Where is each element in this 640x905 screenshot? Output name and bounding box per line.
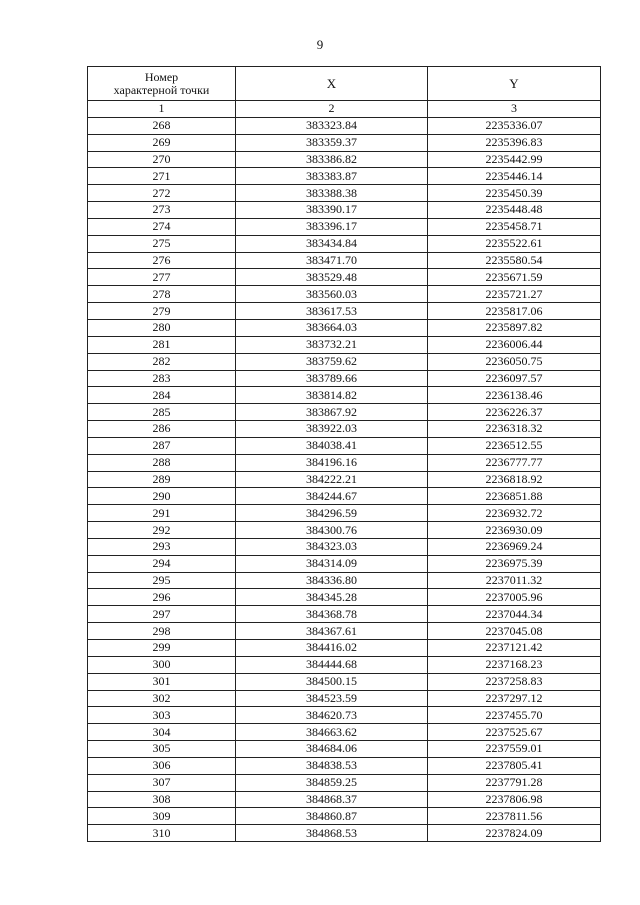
point-number-cell: 280 (88, 319, 236, 336)
page-number: 9 (316, 37, 324, 52)
y-coordinate-cell: 2235446.14 (428, 168, 601, 185)
x-coordinate-cell: 384222.21 (236, 471, 428, 488)
x-coordinate-cell: 383732.21 (236, 336, 428, 353)
table-row (88, 168, 601, 185)
y-coordinate-cell: 2235580.54 (428, 252, 601, 269)
table-row (88, 134, 601, 151)
table-row (88, 774, 601, 791)
x-coordinate-cell: 383617.53 (236, 303, 428, 320)
point-number-header-line1: Номер (144, 69, 179, 84)
y-coordinate-cell: 2237525.67 (428, 724, 601, 741)
point-number-cell: 301 (88, 673, 236, 690)
point-number-cell: 300 (88, 656, 236, 673)
table-row (88, 185, 601, 202)
point-number-cell: 279 (88, 303, 236, 320)
table-row (88, 791, 601, 808)
y-coordinate-cell: 2237045.08 (428, 623, 601, 640)
table-row (88, 370, 601, 387)
x-coordinate-cell: 383359.37 (236, 134, 428, 151)
x-coordinate-cell: 384367.61 (236, 623, 428, 640)
y-coordinate-cell: 2235336.07 (428, 117, 601, 134)
y-coordinate-cell: 2236818.92 (428, 471, 601, 488)
table-row (88, 522, 601, 539)
point-number-cell: 273 (88, 202, 236, 219)
y-coordinate-cell: 2235442.99 (428, 151, 601, 168)
point-number-header (88, 67, 236, 101)
point-number-cell: 283 (88, 370, 236, 387)
y-coordinate-cell: 2236851.88 (428, 488, 601, 505)
x-coordinate-cell: 383386.82 (236, 151, 428, 168)
y-coordinate-cell: 2235721.27 (428, 286, 601, 303)
table-row (88, 437, 601, 454)
table-row (88, 218, 601, 235)
point-number-cell: 276 (88, 252, 236, 269)
table-row (88, 471, 601, 488)
y-coordinate-cell: 2237005.96 (428, 589, 601, 606)
column-number-row (88, 101, 601, 118)
table-row (88, 606, 601, 623)
point-number-cell: 289 (88, 471, 236, 488)
y-coordinate-cell: 2235458.71 (428, 218, 601, 235)
y-coordinate-cell: 2236318.32 (428, 421, 601, 438)
y-coordinate-cell: 2236097.57 (428, 370, 601, 387)
y-coordinate-cell: 2237805.41 (428, 757, 601, 774)
point-number-cell: 295 (88, 572, 236, 589)
x-coordinate-cell: 384859.25 (236, 774, 428, 791)
point-number-cell: 291 (88, 505, 236, 522)
y-coordinate-cell: 2237011.32 (428, 572, 601, 589)
y-coordinate-cell: 2236932.72 (428, 505, 601, 522)
x-coordinate-cell: 383922.03 (236, 421, 428, 438)
y-coordinate-cell: 2237455.70 (428, 707, 601, 724)
y-coordinate-cell: 2236777.77 (428, 454, 601, 471)
x-coordinate-cell: 383529.48 (236, 269, 428, 286)
x-coordinate-cell: 384444.68 (236, 656, 428, 673)
table-row (88, 757, 601, 774)
x-coordinate-cell: 384500.15 (236, 673, 428, 690)
table-row (88, 303, 601, 320)
point-number-cell: 307 (88, 774, 236, 791)
y-coordinate-cell: 2235817.06 (428, 303, 601, 320)
column-number-2: 2 (236, 101, 428, 118)
x-coordinate-cell: 383396.17 (236, 218, 428, 235)
point-number-cell: 298 (88, 623, 236, 640)
x-coordinate-cell: 384345.28 (236, 589, 428, 606)
x-coordinate-cell: 383664.03 (236, 319, 428, 336)
y-coordinate-cell: 2236969.24 (428, 538, 601, 555)
point-number-cell: 294 (88, 555, 236, 572)
x-coordinate-cell: 384416.02 (236, 640, 428, 657)
table-row (88, 505, 601, 522)
table-row (88, 235, 601, 252)
x-coordinate-cell: 383323.84 (236, 117, 428, 134)
x-coordinate-cell: 384038.41 (236, 437, 428, 454)
table-row (88, 724, 601, 741)
point-number-header-line2: характерной точки (113, 82, 210, 97)
x-coordinate-cell: 383867.92 (236, 404, 428, 421)
column-number-1: 1 (88, 101, 236, 118)
table-body (88, 117, 601, 841)
table-row (88, 151, 601, 168)
x-coordinate-cell: 383814.82 (236, 387, 428, 404)
table-row (88, 353, 601, 370)
point-number-cell: 285 (88, 404, 236, 421)
point-number-cell: 271 (88, 168, 236, 185)
x-coordinate-cell: 384336.80 (236, 572, 428, 589)
table-row (88, 707, 601, 724)
point-number-cell: 278 (88, 286, 236, 303)
table-row (88, 589, 601, 606)
x-coordinate-cell: 384300.76 (236, 522, 428, 539)
y-coordinate-cell: 2237044.34 (428, 606, 601, 623)
table-row (88, 421, 601, 438)
point-number-cell: 287 (88, 437, 236, 454)
y-header: Y (428, 67, 601, 101)
y-coordinate-cell: 2235671.59 (428, 269, 601, 286)
point-number-cell: 303 (88, 707, 236, 724)
y-coordinate-cell: 2235396.83 (428, 134, 601, 151)
y-coordinate-cell: 2237258.83 (428, 673, 601, 690)
y-coordinate-cell: 2235522.61 (428, 235, 601, 252)
table-row (88, 336, 601, 353)
y-coordinate-cell: 2237791.28 (428, 774, 601, 791)
y-coordinate-cell: 2236138.46 (428, 387, 601, 404)
point-number-cell: 309 (88, 808, 236, 825)
point-number-cell: 290 (88, 488, 236, 505)
point-number-cell: 302 (88, 690, 236, 707)
x-coordinate-cell: 384684.06 (236, 741, 428, 758)
y-coordinate-cell: 2237168.23 (428, 656, 601, 673)
table-row (88, 319, 601, 336)
x-coordinate-cell: 383759.62 (236, 353, 428, 370)
y-coordinate-cell: 2237806.98 (428, 791, 601, 808)
table-row (88, 538, 601, 555)
table-row (88, 387, 601, 404)
point-number-cell: 286 (88, 421, 236, 438)
y-coordinate-cell: 2236975.39 (428, 555, 601, 572)
point-number-cell: 282 (88, 353, 236, 370)
table-row (88, 623, 601, 640)
x-coordinate-cell: 384196.16 (236, 454, 428, 471)
point-number-cell: 288 (88, 454, 236, 471)
table-row (88, 555, 601, 572)
point-number-cell: 299 (88, 640, 236, 657)
column-number-3: 3 (428, 101, 601, 118)
y-coordinate-cell: 2236930.09 (428, 522, 601, 539)
table-row (88, 252, 601, 269)
table-row (88, 640, 601, 657)
point-number-cell: 268 (88, 117, 236, 134)
point-number-cell: 272 (88, 185, 236, 202)
point-number-cell: 296 (88, 589, 236, 606)
point-number-cell: 308 (88, 791, 236, 808)
coordinates-table (87, 66, 601, 842)
y-coordinate-cell: 2237824.09 (428, 825, 601, 842)
x-coordinate-cell: 383390.17 (236, 202, 428, 219)
point-number-cell: 297 (88, 606, 236, 623)
y-coordinate-cell: 2235448.48 (428, 202, 601, 219)
point-number-cell: 270 (88, 151, 236, 168)
table-row (88, 572, 601, 589)
table-row (88, 404, 601, 421)
y-coordinate-cell: 2235450.39 (428, 185, 601, 202)
point-number-cell: 306 (88, 757, 236, 774)
x-coordinate-cell: 384296.59 (236, 505, 428, 522)
x-coordinate-cell: 383434.84 (236, 235, 428, 252)
point-number-cell: 274 (88, 218, 236, 235)
y-coordinate-cell: 2237121.42 (428, 640, 601, 657)
x-coordinate-cell: 383383.87 (236, 168, 428, 185)
point-number-cell: 305 (88, 741, 236, 758)
x-header: X (236, 67, 428, 101)
table-row (88, 202, 601, 219)
y-coordinate-cell: 2236050.75 (428, 353, 601, 370)
point-number-cell: 281 (88, 336, 236, 353)
y-coordinate-cell: 2235897.82 (428, 319, 601, 336)
table-row (88, 741, 601, 758)
x-coordinate-cell: 383560.03 (236, 286, 428, 303)
x-coordinate-cell: 384838.53 (236, 757, 428, 774)
x-coordinate-cell: 384868.37 (236, 791, 428, 808)
table-row (88, 673, 601, 690)
point-number-cell: 277 (88, 269, 236, 286)
table-row (88, 808, 601, 825)
x-coordinate-cell: 384323.03 (236, 538, 428, 555)
y-coordinate-cell: 2236226.37 (428, 404, 601, 421)
point-number-cell: 293 (88, 538, 236, 555)
y-coordinate-cell: 2237811.56 (428, 808, 601, 825)
y-coordinate-cell: 2236006.44 (428, 336, 601, 353)
x-coordinate-cell: 383388.38 (236, 185, 428, 202)
y-coordinate-cell: 2237559.01 (428, 741, 601, 758)
point-number-cell: 304 (88, 724, 236, 741)
point-number-cell: 269 (88, 134, 236, 151)
table-row (88, 269, 601, 286)
x-coordinate-cell: 384860.87 (236, 808, 428, 825)
x-coordinate-cell: 384244.67 (236, 488, 428, 505)
y-coordinate-cell: 2237297.12 (428, 690, 601, 707)
table-header-row (88, 67, 601, 101)
point-number-cell: 310 (88, 825, 236, 842)
table-row (88, 656, 601, 673)
table-row (88, 454, 601, 471)
table-row (88, 488, 601, 505)
x-coordinate-cell: 383789.66 (236, 370, 428, 387)
table-row (88, 117, 601, 134)
point-number-cell: 284 (88, 387, 236, 404)
x-coordinate-cell: 384868.53 (236, 825, 428, 842)
point-number-cell: 275 (88, 235, 236, 252)
table-row (88, 825, 601, 842)
x-coordinate-cell: 384314.09 (236, 555, 428, 572)
y-coordinate-cell: 2236512.55 (428, 437, 601, 454)
table-row (88, 286, 601, 303)
table-row (88, 690, 601, 707)
x-coordinate-cell: 384368.78 (236, 606, 428, 623)
x-coordinate-cell: 384523.59 (236, 690, 428, 707)
x-coordinate-cell: 383471.70 (236, 252, 428, 269)
x-coordinate-cell: 384620.73 (236, 707, 428, 724)
point-number-cell: 292 (88, 522, 236, 539)
x-coordinate-cell: 384663.62 (236, 724, 428, 741)
